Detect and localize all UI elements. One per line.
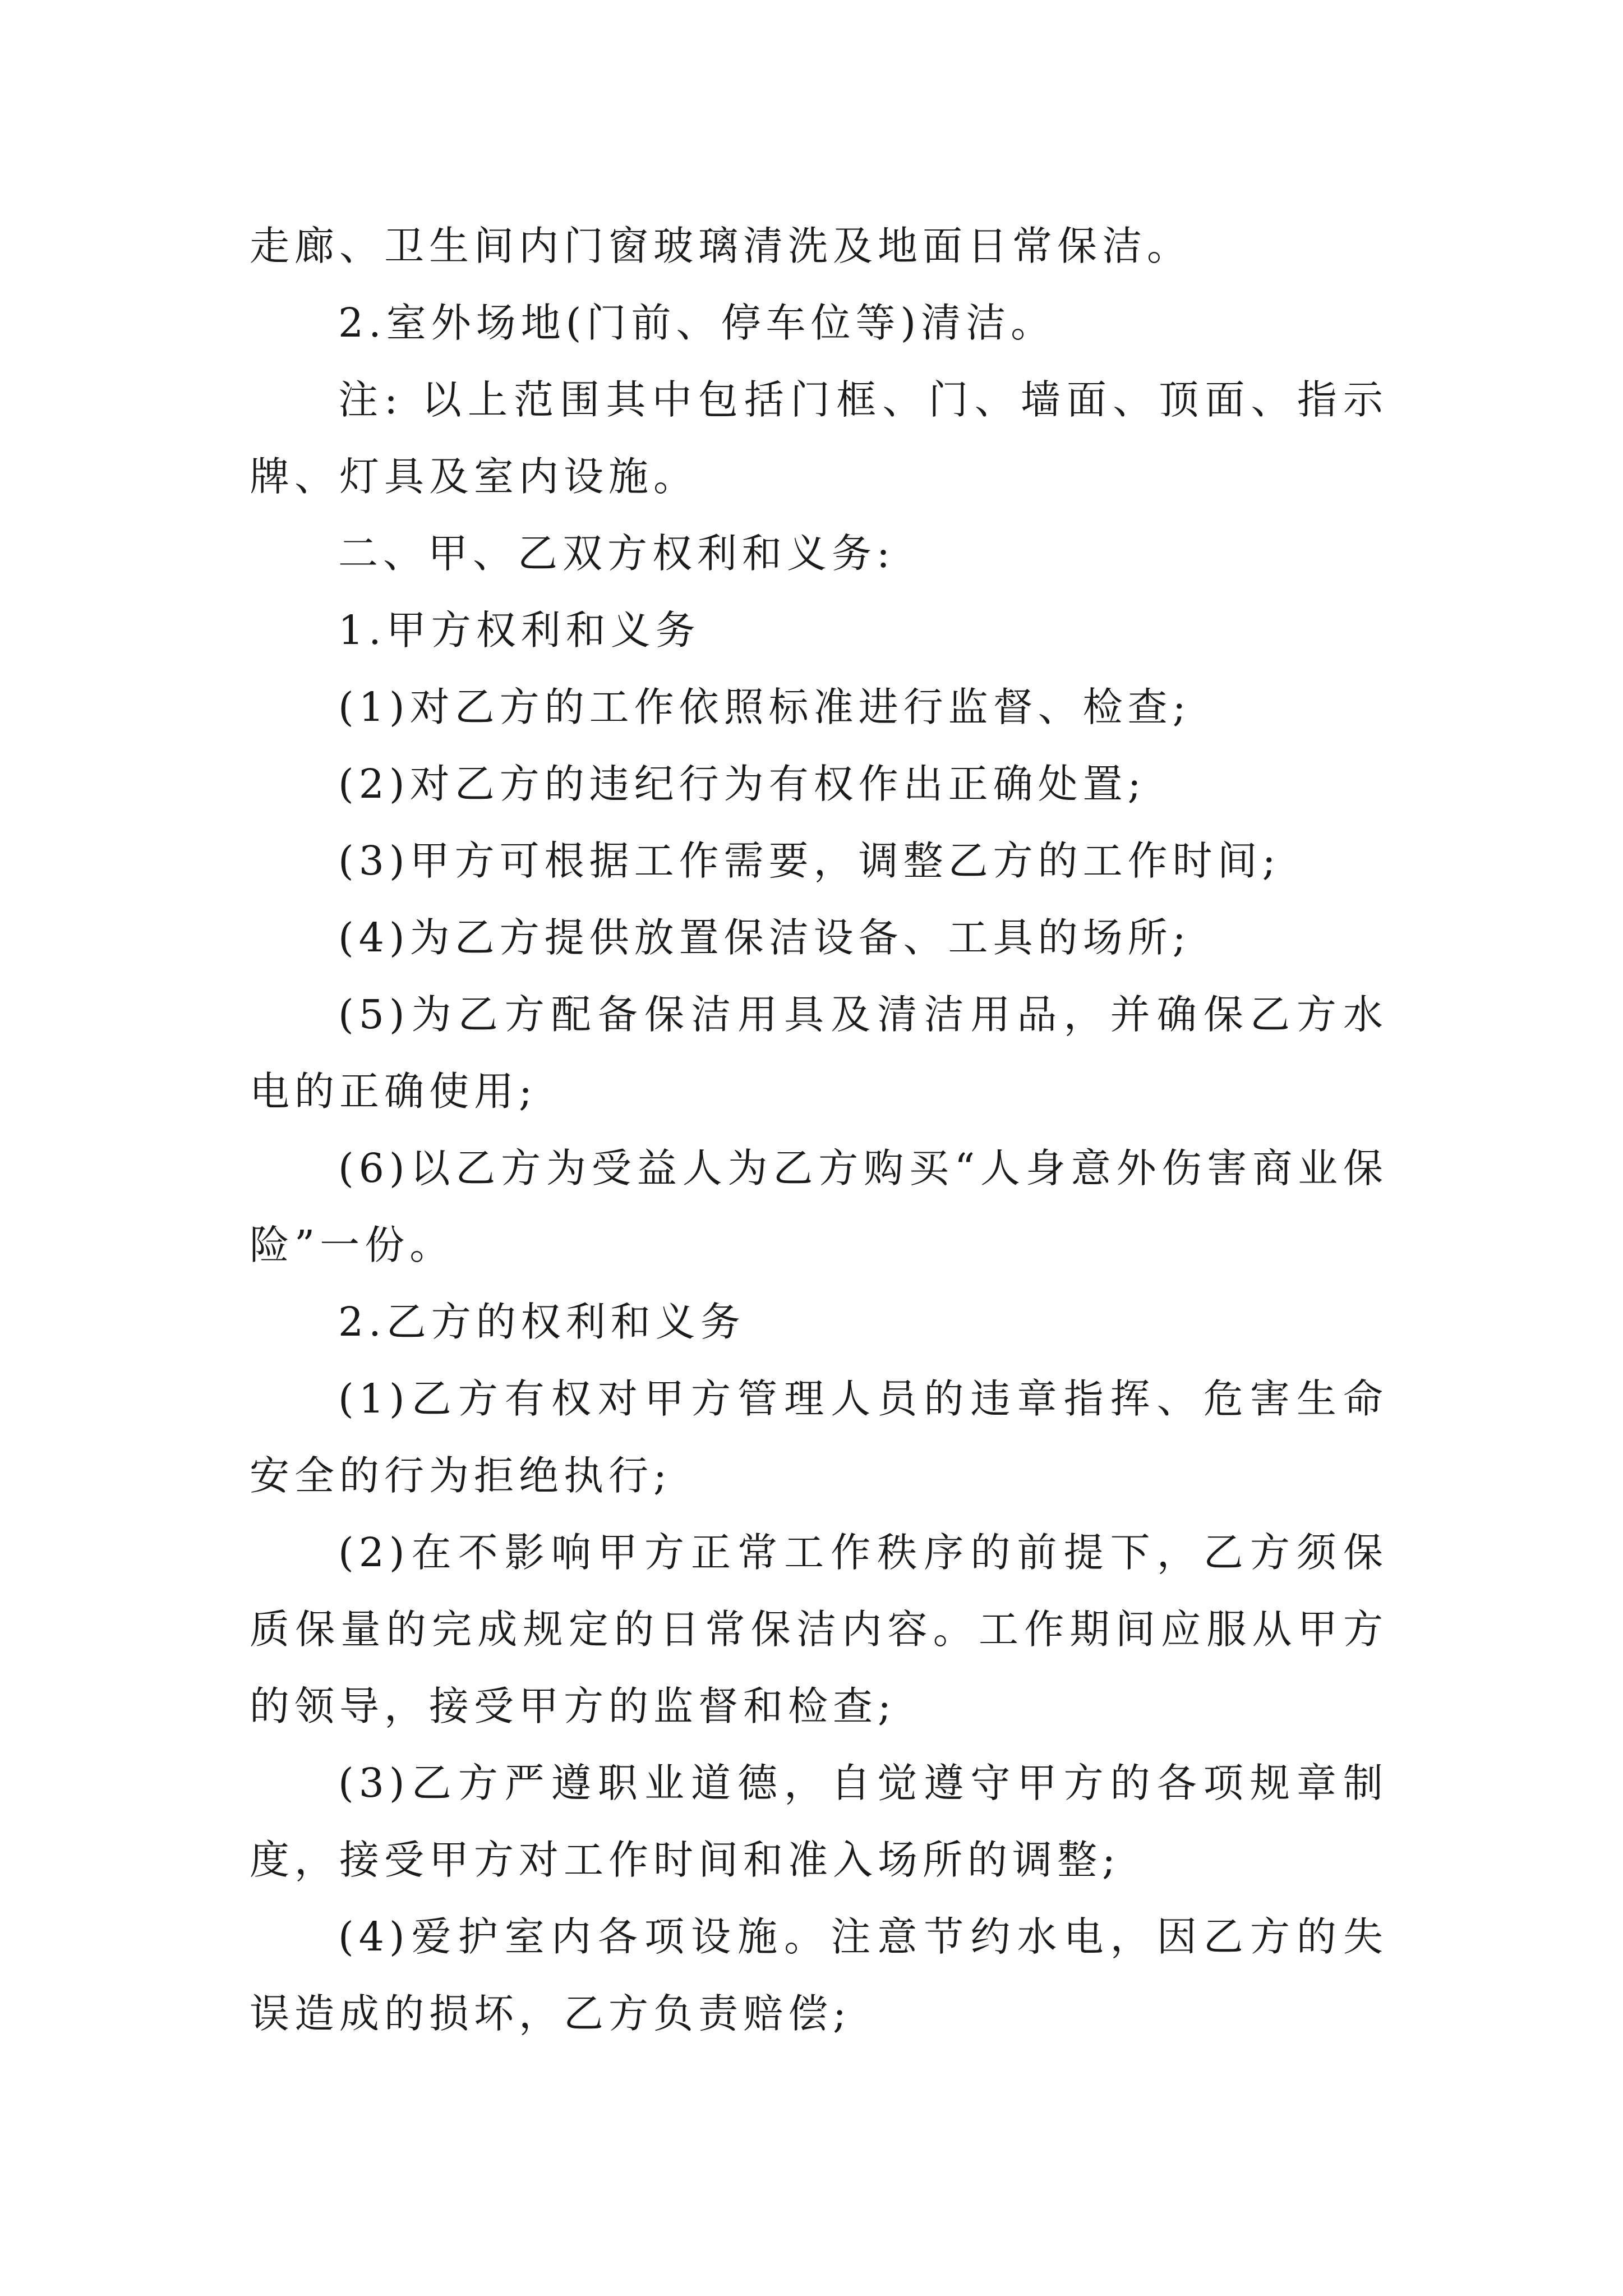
paragraph-a-5: (5)为乙方配备保洁用具及清洁用品，并确保乙方水电的正确使用; — [250, 991, 1388, 1115]
paragraph-b-1: (1)乙方有权对甲方管理人员的违章指挥、危害生命安全的行为拒绝执行; — [250, 1375, 1388, 1499]
document-body — [250, 208, 1388, 2052]
paragraph-a-6: (6)以乙方为受益人为乙方购买“人身意外伤害商业保险”一份。 — [250, 1145, 1388, 1268]
paragraph-b-3: (3)乙方严遵职业道德，自觉遵守甲方的各项规章制度，接受甲方对工作时间和准入场所的调整; — [250, 1760, 1388, 1883]
paragraph-a-2: (2)对乙方的违纪行为有权作出正确处置; — [338, 761, 1146, 807]
paragraph-b-4: (4)爱护室内各项设施。注意节约水电，因乙方的失误造成的损坏，乙方负责赔偿; — [250, 1913, 1388, 2037]
paragraph-a-1: (1)对乙方的工作依照标准进行监督、检查; — [338, 684, 1191, 730]
paragraph-a-4: (4)为乙方提供放置保洁设备、工具的场所; — [338, 914, 1191, 961]
section-heading-rights: 二、甲、乙双方权利和义务: — [338, 530, 895, 577]
paragraph-a-3: (3)甲方可根据工作需要，调整乙方的工作时间; — [338, 838, 1281, 884]
paragraph-3: 注: 以上范围其中包括门框、门、墙面、顶面、指示牌、灯具及室内设施。 — [250, 376, 1388, 500]
paragraph-1: 走廊、卫生间内门窗玻璃清洗及地面日常保洁。 — [250, 223, 1192, 269]
subsection-heading-party-a: 1.甲方权利和义务 — [338, 607, 700, 654]
subsection-heading-party-b: 2.乙方的权利和义务 — [338, 1299, 745, 1345]
paragraph-b-2: (2)在不影响甲方正常工作秩序的前提下，乙方须保质保量的完成规定的日常保洁内容。工作期间应服从甲方的领导，接受甲方的监督和检查; — [250, 1529, 1388, 1729]
paragraph-2: 2.室外场地(门前、停车位等)清洁。 — [338, 300, 1056, 346]
